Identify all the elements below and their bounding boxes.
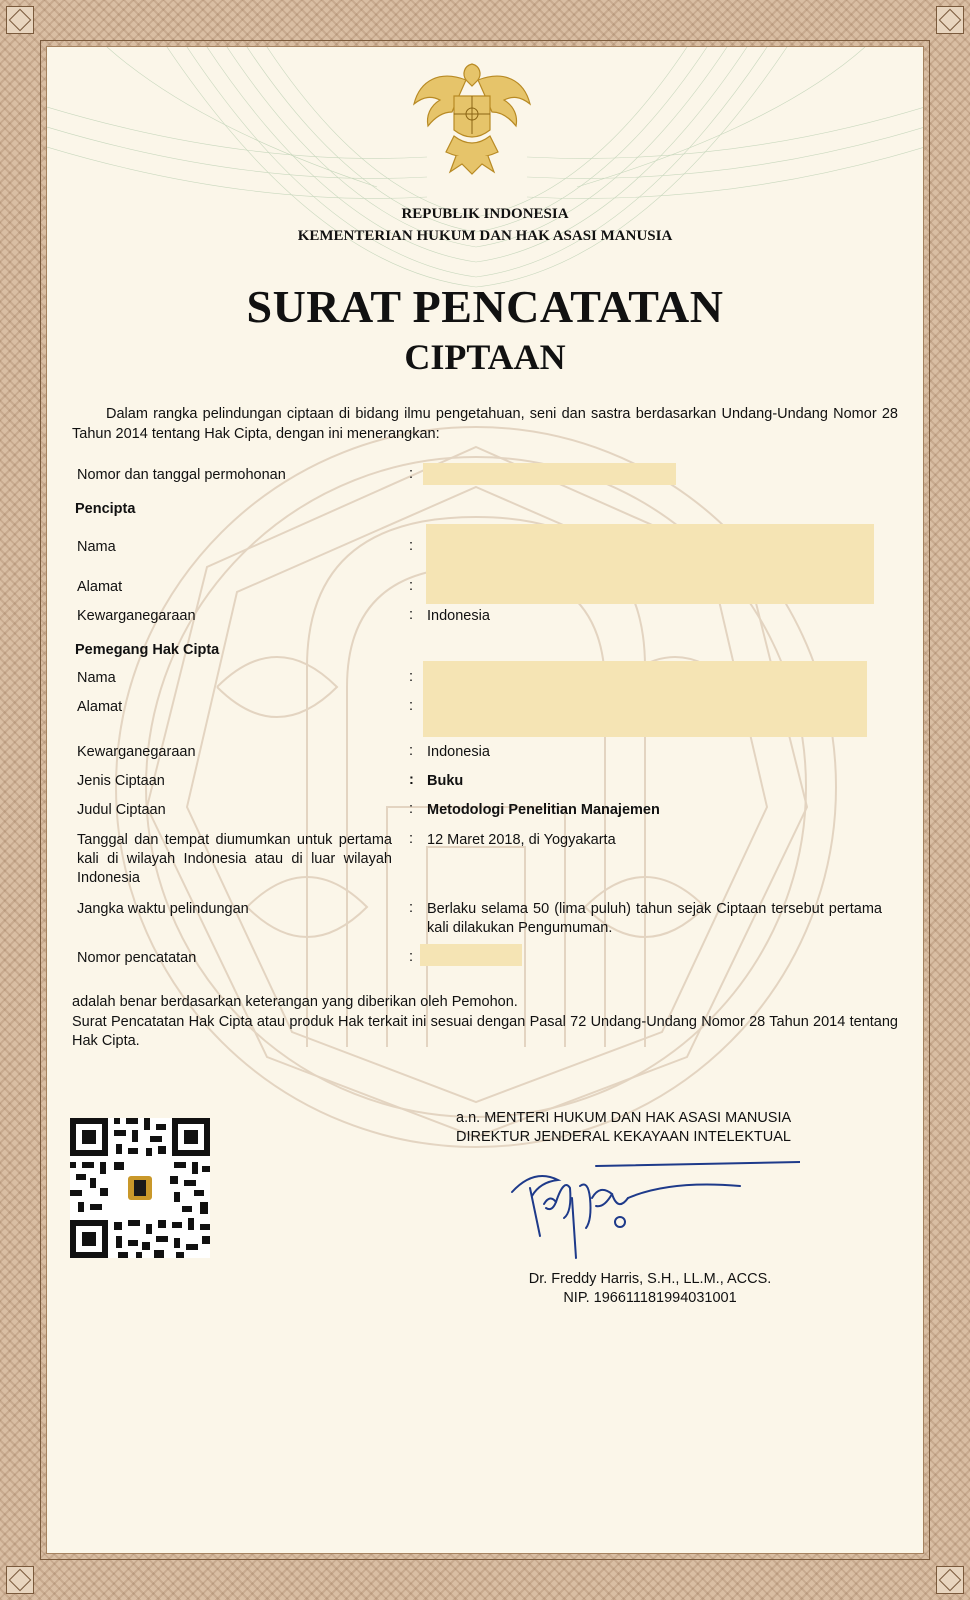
creator-address-label: Alamat — [77, 579, 123, 595]
country-heading: REPUBLIK INDONESIA — [401, 206, 569, 222]
signatory-nip: NIP. 196611181994031001 — [563, 1290, 737, 1306]
application-number-label: Nomor dan tanggal permohonan — [77, 467, 286, 483]
redacted-registration-number — [420, 944, 522, 966]
certificate-paper — [46, 46, 924, 1554]
corner-ornament-bottom-right — [936, 1566, 964, 1594]
work-type-label: Jenis Ciptaan — [77, 773, 165, 789]
handwritten-signature — [500, 1158, 800, 1266]
colon: : — [409, 831, 414, 847]
colon: : — [409, 607, 414, 623]
holder-citizenship-label: Kewarganegaraan — [77, 744, 196, 760]
holder-name-label: Nama — [77, 670, 116, 686]
colon: : — [409, 466, 414, 482]
holder-section-heading: Pemegang Hak Cipta — [75, 642, 220, 658]
colon: : — [409, 538, 414, 554]
corner-ornament-top-right — [936, 6, 964, 34]
colon: : — [409, 900, 414, 916]
registration-number-label: Nomor pencatatan — [77, 950, 197, 966]
statement-line-1: adalah benar berdasarkan keterangan yang diberikan oleh Pemohon. — [72, 994, 518, 1010]
signatory-on-behalf: a.n. MENTERI HUKUM DAN HAK ASASI MANUSIA — [456, 1110, 792, 1126]
colon: : — [409, 578, 414, 594]
colon: : — [409, 743, 414, 759]
colon: : — [409, 698, 414, 714]
corner-ornament-top-left — [6, 6, 34, 34]
redacted-application-number — [423, 463, 676, 485]
qr-code — [70, 1118, 210, 1258]
creator-name-label: Nama — [77, 539, 116, 555]
colon: : — [409, 669, 414, 685]
colon: : — [409, 949, 414, 965]
redacted-holder-details — [423, 661, 867, 737]
redacted-creator-details — [426, 524, 874, 604]
work-title-label: Judul Ciptaan — [77, 802, 166, 818]
creator-citizenship-value: Indonesia — [427, 608, 490, 624]
protection-period-label: Jangka waktu pelindungan — [77, 901, 249, 917]
document-title: SURAT PENCATATAN — [246, 281, 724, 332]
colon: : — [409, 772, 414, 788]
colon: : — [409, 801, 414, 817]
holder-citizenship-value: Indonesia — [427, 744, 490, 760]
work-title-value: Metodologi Penelitian Manajemen — [427, 802, 660, 818]
garuda-emblem — [410, 60, 534, 178]
document-subtitle: CIPTAAN — [404, 337, 566, 377]
protection-period-value: Berlaku selama 50 (lima puluh) tahun sejak Ciptaan tersebut pertama kali dilakukan Pengumuman. — [427, 901, 882, 936]
publication-date-value: 12 Maret 2018, di Yogyakarta — [427, 832, 616, 848]
creator-section-heading: Pencipta — [75, 501, 136, 517]
signatory-position: DIREKTUR JENDERAL KEKAYAAN INTELEKTUAL — [456, 1129, 791, 1145]
statement-line-2: Surat Pencatatan Hak Cipta atau produk Hak terkait ini sesuai dengan Pasal 72 Undang-Undang Nomor 28 Tahun 2014 tentang Hak Cipta. — [72, 1014, 898, 1049]
signatory-name: Dr. Freddy Harris, S.H., LL.M., ACCS. — [528, 1271, 772, 1287]
ministry-heading: KEMENTERIAN HUKUM DAN HAK ASASI MANUSIA — [297, 228, 673, 244]
work-type-value: Buku — [427, 773, 464, 789]
holder-address-label: Alamat — [77, 699, 123, 715]
corner-ornament-bottom-left — [6, 1566, 34, 1594]
creator-citizenship-label: Kewarganegaraan — [77, 608, 196, 624]
intro-paragraph: Dalam rangka pelindungan ciptaan di bidang ilmu pengetahuan, seni dan sastra berdasarkan Undang-Undang Nomor 28 Tahun 2014 tentang Hak Cipta, dengan ini menerangkan: — [72, 406, 898, 442]
publication-date-label: Tanggal dan tempat diumumkan untuk pertama kali di wilayah Indonesia atau di luar wilayah Indonesia — [77, 832, 392, 886]
